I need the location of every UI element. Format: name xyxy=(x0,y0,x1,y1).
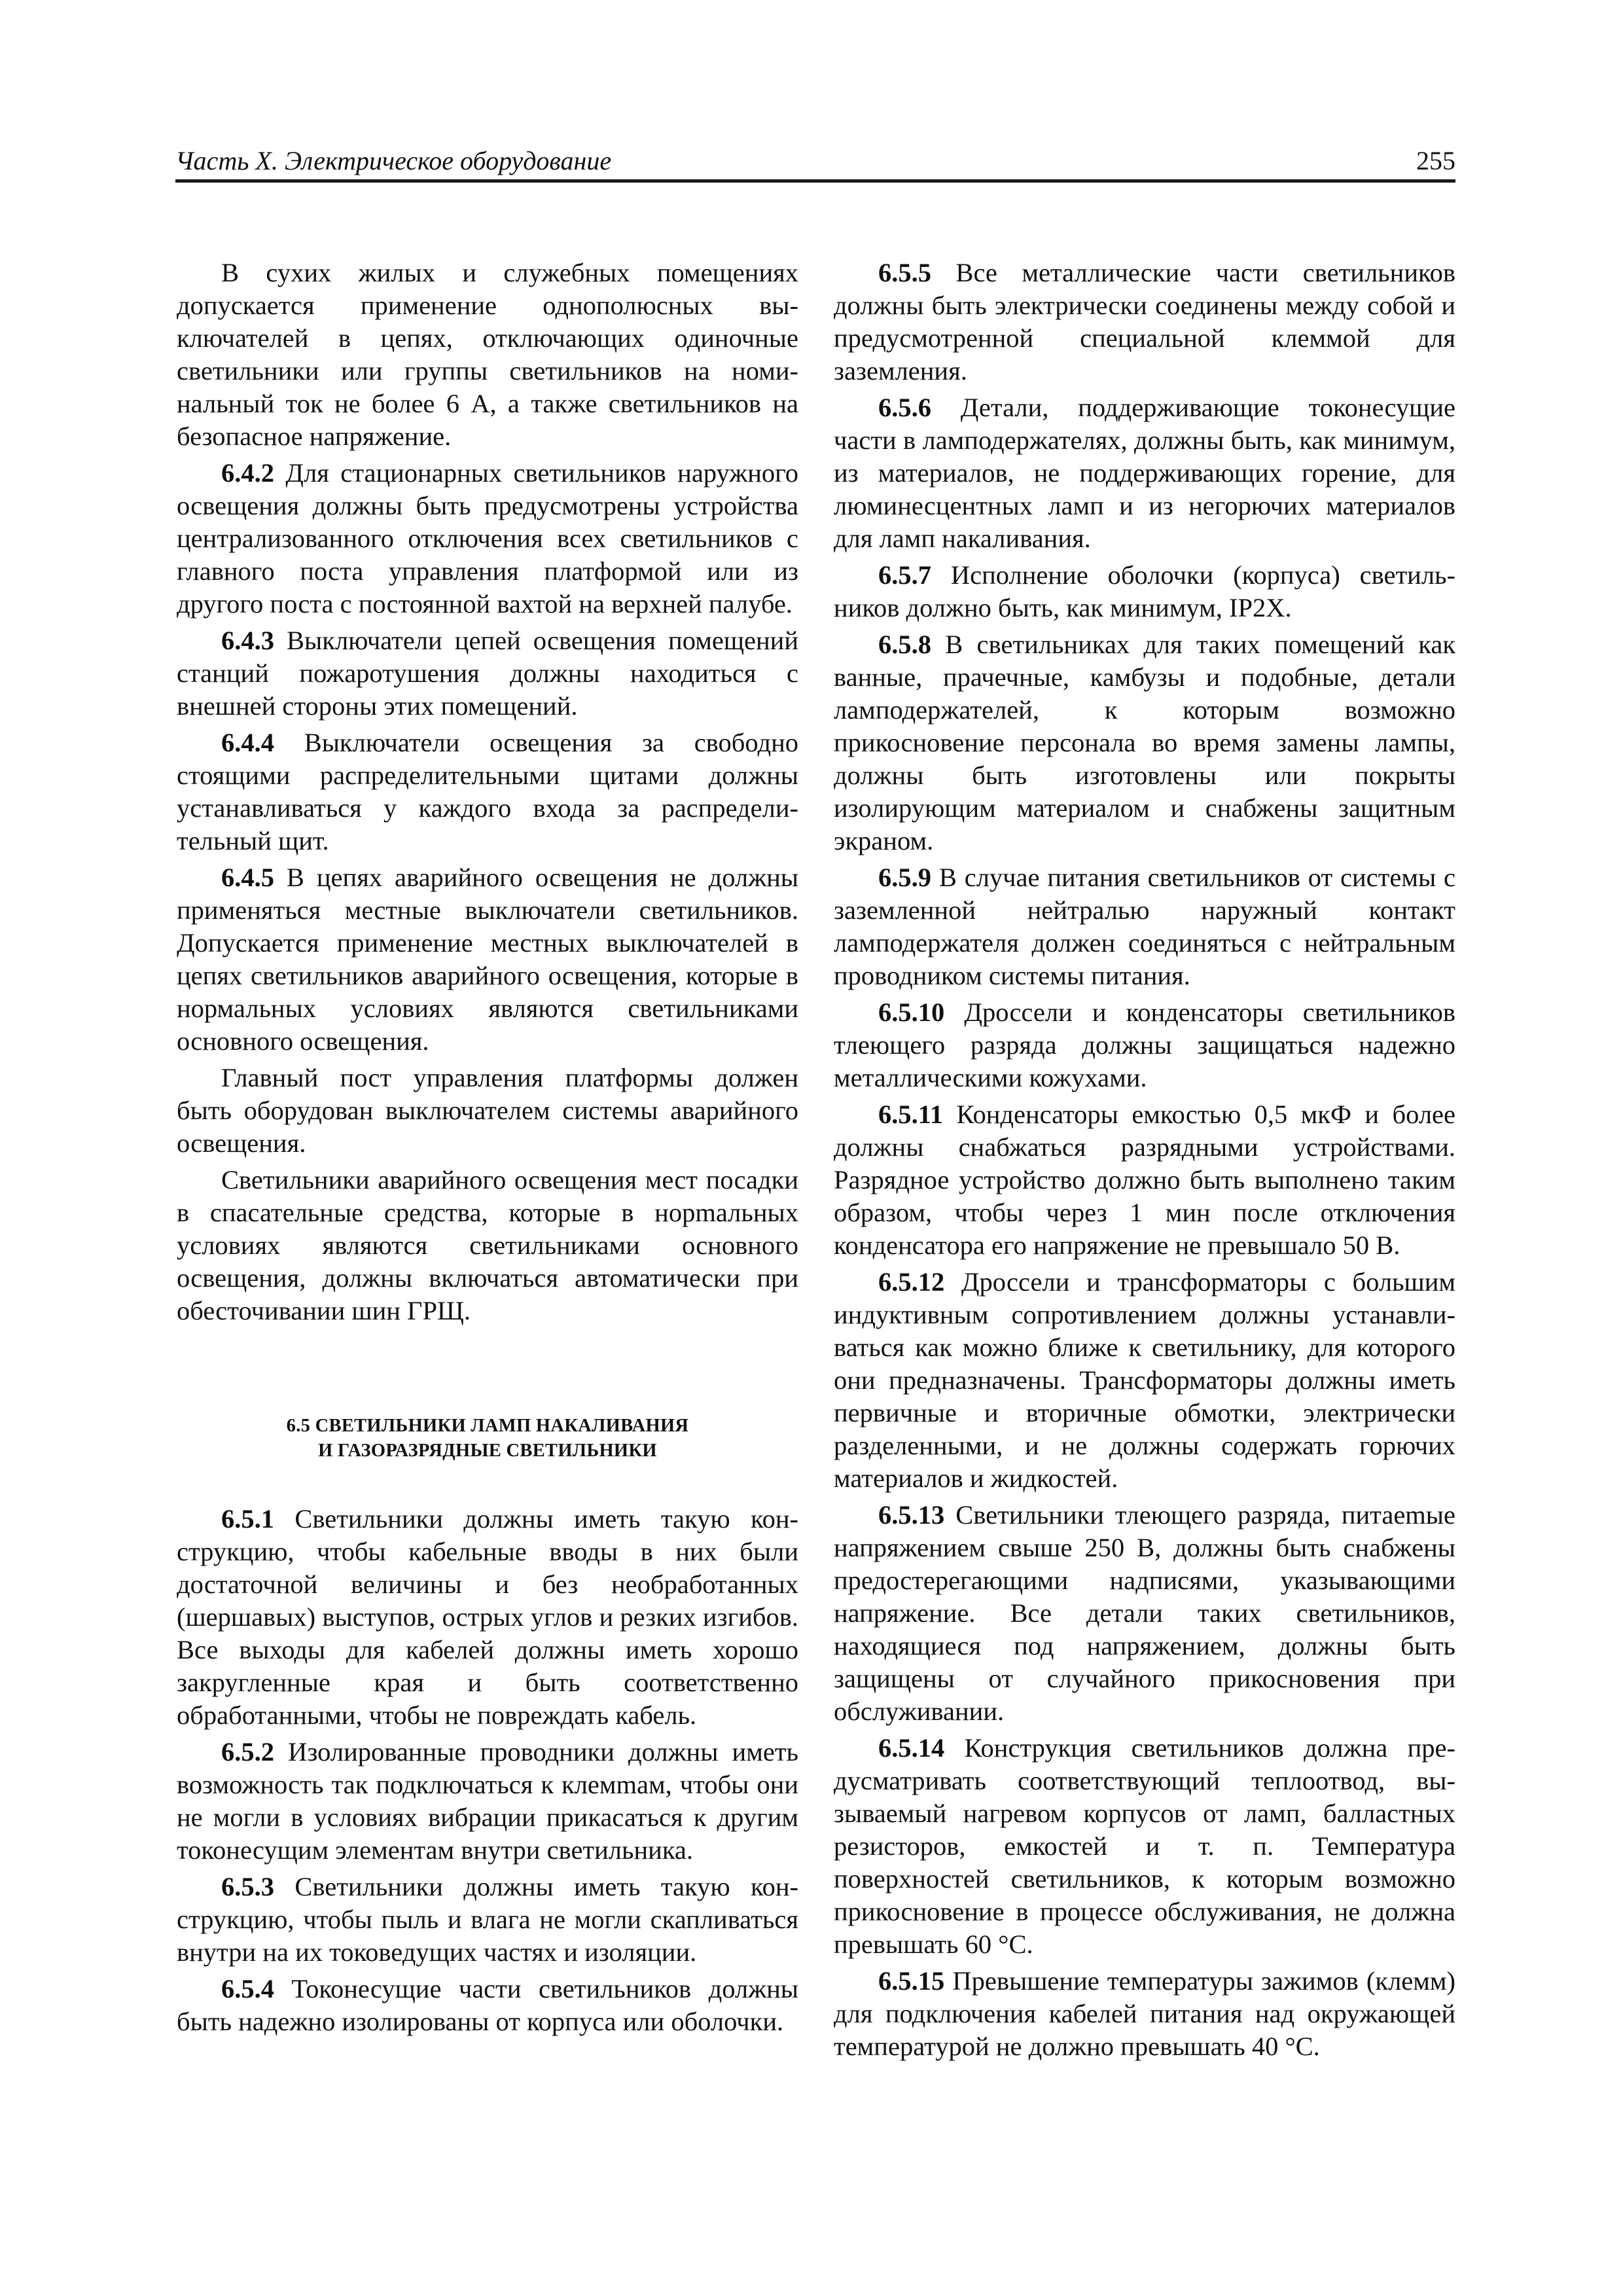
clause-text: Выключатели освещения за свободно стоящими распределительными щитами должны устанавливаться у каждого входа за распределительный щит. xyxy=(177,728,798,855)
clause-text: Светильники должны иметь такую конструкцию, чтобы пыль и влага не могли скапливаться внутри на их токоведущих частях и изоляции. xyxy=(177,1872,798,1967)
clause-number: 6.4.5 xyxy=(221,863,274,892)
clause-number: 6.5.10 xyxy=(878,997,945,1027)
clause-text: Выключатели цепей освещения помещений станций пожаротушения должны находиться с внешней стороны этих помещений. xyxy=(177,626,798,721)
clause-6-5-8 xyxy=(834,628,1455,857)
clause-number: 6.5.3 xyxy=(221,1872,274,1901)
clause-6-5-3 xyxy=(177,1871,798,1969)
clause-number: 6.5.12 xyxy=(878,1267,945,1297)
clause-6-5-10 xyxy=(834,996,1455,1094)
clause-number: 6.5.2 xyxy=(221,1737,274,1767)
clause-text: Исполнение оболочки (корпуса) светильников должно быть, как минимум, IP2X. xyxy=(834,560,1455,622)
section-heading xyxy=(177,1414,798,1463)
clause-6-5-15 xyxy=(834,1965,1455,2063)
clause-number: 6.4.3 xyxy=(221,626,274,655)
paragraph: В сухих жилых и служебных помещениях допускается применение однополюсных выключателей в цепях, отключающих одиночные светильники или группы светильников на номинальный ток не более 6 А, а также светильников на безопасное напряжение. xyxy=(177,258,798,451)
left-column xyxy=(177,257,798,2042)
clause-text: В случае питания светильников от системы с заземленной нейтралью наружный контакт ламподержателя должен соединяться с нейтральным проводником системы питания. xyxy=(834,863,1455,990)
clause-number: 6.5.11 xyxy=(878,1100,944,1129)
clause-number: 6.5.5 xyxy=(878,258,931,287)
clause-6-5-13 xyxy=(834,1499,1455,1728)
clause-text: Для стационарных светильников наружного освещения должны быть предусмотрены устройства централизованного отключения всех светильников с главного поста управления платформой или из другого поста с постоянной вахтой на верхней палубе. xyxy=(177,458,798,619)
paragraph: Светильники аварийного освещения мест посадки в спасательные средства, которые в норmальных условиях являются светильниками основного освещения, должны включаться автоматически при обесточивании шин ГРЩ. xyxy=(177,1165,798,1325)
clause-number: 6.5.7 xyxy=(878,560,931,590)
clause-6-5-2 xyxy=(177,1736,798,1867)
clause-6-4-4 xyxy=(177,726,798,857)
clause-text: Конструкция светильников должна предусматривать соответствующий теплоотвод, вызываемый нагревом корпусов от ламп, балластных резисторов, емкостей и т. п. Температура поверхностей светильников, к которым возможно прикосновение в процессе обслуживания, не должна превышать 60 °С. xyxy=(834,1733,1455,1959)
clause-text: Конденсаторы емкостью 0,5 мкФ и более должны снабжаться разрядными устройствами. Разрядное устройство должно быть выполнено таким образом, чтобы через 1 мин после отключения конденсатора его напряжение не превышало 50 В. xyxy=(834,1100,1455,1260)
clause-text: Дроссели и трансформаторы с большим индуктивным сопротивлением должны устанавливаться как можно ближе к светильнику, для которого они предназначены. Трансформаторы должны иметь первичные и вторичные обмотки, электрически разделенными, и не должны содержать горючих материалов и жидкостей. xyxy=(834,1267,1455,1493)
clause-6-5-4 xyxy=(177,1973,798,2038)
clause-number: 6.4.2 xyxy=(221,458,274,488)
clause-number: 6.5.4 xyxy=(221,1974,274,2003)
clause-text: Детали, поддерживающие токонесущие части в ламподержателях, должны быть, как минимум, из материалов, не поддерживающих горение, для люминесцентных ламп и из негорючих материалов для ламп накаливания. xyxy=(834,393,1455,553)
clause-6-5-12 xyxy=(834,1266,1455,1495)
clause-text: Дроссели и конденсаторы светильников тлеющего разряда должны защищаться надежно металлическими кожухами. xyxy=(834,997,1455,1092)
right-column xyxy=(834,257,1455,2067)
clause-6-4-3 xyxy=(177,624,798,723)
clause-number: 6.5.6 xyxy=(878,393,931,422)
section-heading-line: 6.5 СВЕТИЛЬНИКИ ЛАМП НАКАЛИВАНИЯ xyxy=(286,1416,689,1436)
clause-6-4-5 xyxy=(177,861,798,1058)
clause-6-5-5 xyxy=(834,257,1455,387)
clause-number: 6.5.13 xyxy=(878,1500,945,1530)
clause-text: В светильниках для таких помещений как ванные, прачечные, камбузы и подобные, детали ламподержателей, к которым возможно прикосновение персонала во время замены лампы, должны быть изготовлены или покрыты изолирующим материалом и снабжены защитным экраном. xyxy=(834,630,1455,855)
page-number: 255 xyxy=(1416,146,1455,175)
clause-number: 6.5.15 xyxy=(878,1966,945,1996)
clause-6-5-14 xyxy=(834,1732,1455,1961)
clause-number: 6.4.4 xyxy=(221,728,274,757)
clause-6-5-9 xyxy=(834,861,1455,992)
clause-number: 6.5.1 xyxy=(221,1504,274,1534)
clause-text: Светильники тлеющего разряда, питаеmые напряжением свыше 250 В, должны быть снабжены предостерегающими надписями, указывающими напряжение. Все детали таких светильников, находящиеся под напряжением, должны быть защищены от случайного прикосновения при обслуживании. xyxy=(834,1500,1455,1726)
clause-6-5-1 xyxy=(177,1503,798,1732)
clause-text: Все металлические части светильников должны быть электрически соединены между собой и предусмотренной специальной клеммой для заземления. xyxy=(834,258,1455,386)
clause-text: В цепях аварийного освещения не должны применяться местные выключатели светильников. Допускается применение местных выключателей в цепях светильников аварийного освещения, которые в нормальных условиях являются светильниками основного освещения. xyxy=(177,863,798,1056)
clause-6-5-7 xyxy=(834,559,1455,624)
paragraph: Главный пост управления платформы должен быть оборудован выключателем системы аварийного освещения. xyxy=(177,1063,798,1158)
clause-6-5-11 xyxy=(834,1098,1455,1262)
clause-6-4-2 xyxy=(177,457,798,620)
section-heading-line: И ГАЗОРАЗРЯДНЫЕ СВЕТИЛЬНИКИ xyxy=(318,1441,657,1461)
clause-text: Светильники должны иметь такую конструкцию, чтобы кабельные вводы в них были достаточной величины и без необработанных (шершавых) выступов, острых углов и резких изгибов. Все выходы для кабелей должны иметь хорошо закругленные края и быть соответственно обработанными, чтобы не повреждать кабель. xyxy=(177,1504,798,1730)
clause-text: Изолированные проводники должны иметь возможность так подключаться к клемmам, чтобы они не могли в условиях вибрации прикасаться к другим токонесущим элементам внутри светильника. xyxy=(177,1737,798,1865)
clause-number: 6.5.8 xyxy=(878,630,931,659)
clause-number: 6.5.14 xyxy=(878,1733,945,1763)
clause-number: 6.5.9 xyxy=(878,863,931,892)
clause-6-5-6 xyxy=(834,391,1455,555)
running-title: Часть X. Электрическое оборудование xyxy=(175,146,612,175)
clause-text: Токонесущие части светильников должны быть надежно изолированы от корпуса или оболочки. xyxy=(177,1974,798,2036)
clause-text: Превышение температуры зажимов (клемм) для подключения кабелей питания над окружающей температурой не должно превышать 40 °С. xyxy=(834,1966,1455,2061)
running-header xyxy=(175,145,1455,183)
